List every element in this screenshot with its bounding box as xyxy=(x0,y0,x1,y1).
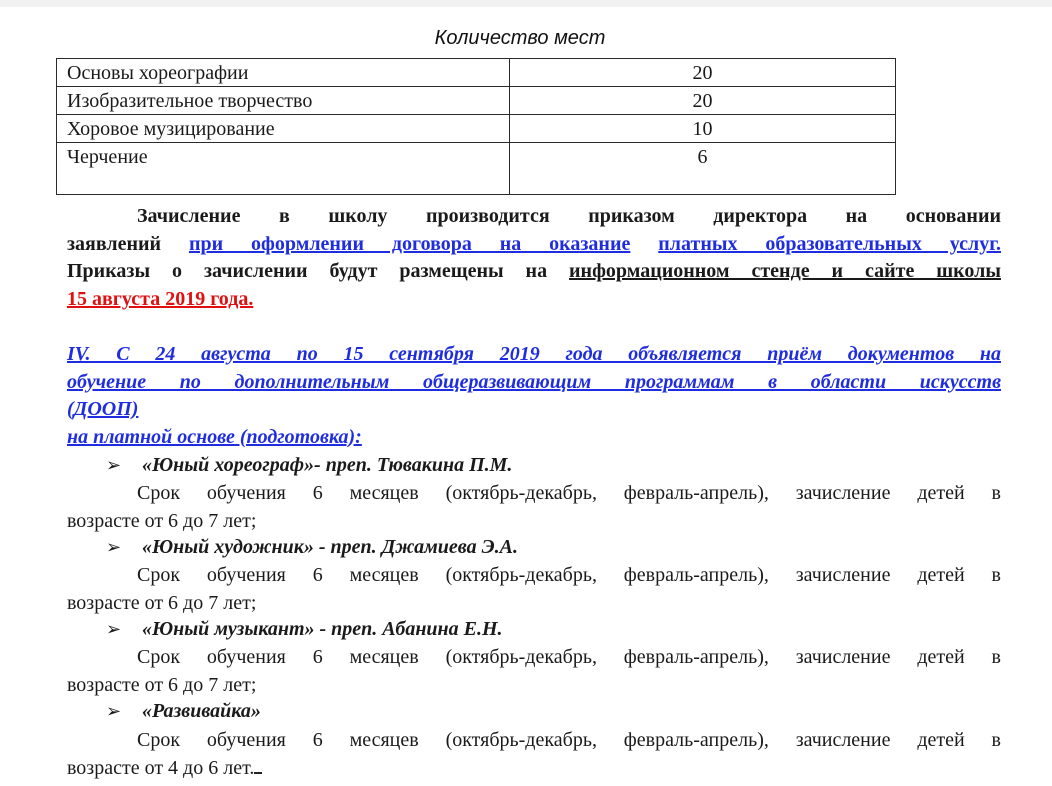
table-row xyxy=(57,143,896,195)
program-desc-line: возрасте от 6 до 7 лет; xyxy=(67,673,257,696)
subject-cell: Хоровое музицирование xyxy=(57,115,510,143)
program-desc-text: возрасте от 4 до 6 лет. xyxy=(67,756,255,779)
subject-cell: Черчение xyxy=(57,143,510,195)
program-desc-text: Срок обучения 6 месяцев (октябрь-декабрь, февраль-апрель), зачисление детей в xyxy=(137,646,1001,668)
enrollment-paragraph xyxy=(67,203,1001,313)
paid-basis-text: на платной основе (подготовка): xyxy=(67,425,362,448)
program-description xyxy=(67,727,1001,782)
section-iv-line xyxy=(67,396,1001,424)
table-row xyxy=(57,87,896,115)
subject-cell: Основы хореографии xyxy=(57,59,510,87)
enrollment-date: 15 августа 2019 года. xyxy=(67,287,254,310)
places-table xyxy=(56,58,896,195)
section-iv xyxy=(67,341,1001,451)
section-iv-line: IV. С 24 августа по 15 сентября 2019 года объявляется приём документов на xyxy=(67,343,1001,365)
enrollment-text: заявлений xyxy=(67,232,189,255)
enrollment-text: Зачисление в школу производится приказом директора на основании xyxy=(137,205,1001,227)
program-title-text: «Развивайка» xyxy=(142,700,261,722)
program-title xyxy=(106,452,512,480)
arrow-right-icon: ➢ xyxy=(106,537,122,558)
program-desc-line: возрасте от 6 до 7 лет; xyxy=(67,591,257,614)
section-iv-line xyxy=(67,424,1001,452)
program-desc-line xyxy=(67,727,1001,755)
program-desc-line xyxy=(67,644,1001,672)
subject-cell: Изобразительное творчество xyxy=(57,87,510,115)
places-count-cell: 6 xyxy=(510,143,896,195)
enrollment-text: Приказы о зачислении будут размещены на xyxy=(67,260,570,282)
program-title xyxy=(106,698,261,726)
program-desc-line xyxy=(67,755,1001,783)
program-desc-text: Срок обучения 6 месяцев (октябрь-декабрь, февраль-апрель), зачисление детей в xyxy=(137,564,1001,586)
arrow-right-icon: ➢ xyxy=(106,701,122,722)
info-stand-text: информационном стенде и сайте школы xyxy=(569,260,1001,282)
program-title-text: «Юный музыкант» - преп. Абанина Е.Н. xyxy=(142,618,503,640)
program-desc-line xyxy=(67,562,1001,590)
contract-link[interactable]: при оформлении договора на оказание xyxy=(188,232,631,255)
program-description xyxy=(67,562,1001,617)
enrollment-line xyxy=(67,203,1001,231)
places-count-cell: 20 xyxy=(510,59,896,87)
table-row xyxy=(57,59,896,87)
arrow-right-icon: ➢ xyxy=(106,619,122,640)
top-margin-strip xyxy=(0,0,1052,7)
program-desc-line: возрасте от 6 до 7 лет; xyxy=(67,509,257,532)
program-title xyxy=(106,534,518,562)
enrollment-line xyxy=(67,286,1001,314)
program-desc-text: Срок обучения 6 месяцев (октябрь-декабрь, февраль-апрель), зачисление детей в xyxy=(137,482,1001,504)
places-count-cell: 20 xyxy=(510,87,896,115)
arrow-right-icon: ➢ xyxy=(106,455,122,476)
section-iv-line: обучение по дополнительным общеразвивающим программам в области искусств xyxy=(67,370,1001,393)
enrollment-line xyxy=(67,258,1001,286)
program-title xyxy=(106,616,503,644)
program-title-text: «Юный хореограф»- преп. Тювакина П.М. xyxy=(142,454,513,476)
program-description xyxy=(67,480,1001,535)
program-description xyxy=(67,644,1001,699)
program-desc-text: Срок обучения 6 месяцев (октябрь-декабрь, февраль-апрель), зачисление детей в xyxy=(137,729,1001,751)
table-caption: Количество мест xyxy=(434,27,606,49)
cursor-mark xyxy=(254,758,262,774)
enrollment-line xyxy=(67,231,1001,259)
paid-services-link[interactable]: платных образовательных услуг. xyxy=(658,232,1002,255)
table-row xyxy=(57,115,896,143)
places-count-cell: 10 xyxy=(510,115,896,143)
program-title-text: «Юный художник» - преп. Джамиева Э.А. xyxy=(142,536,518,558)
dop-abbr: (ДООП) xyxy=(67,398,139,420)
program-desc-line xyxy=(67,480,1001,508)
